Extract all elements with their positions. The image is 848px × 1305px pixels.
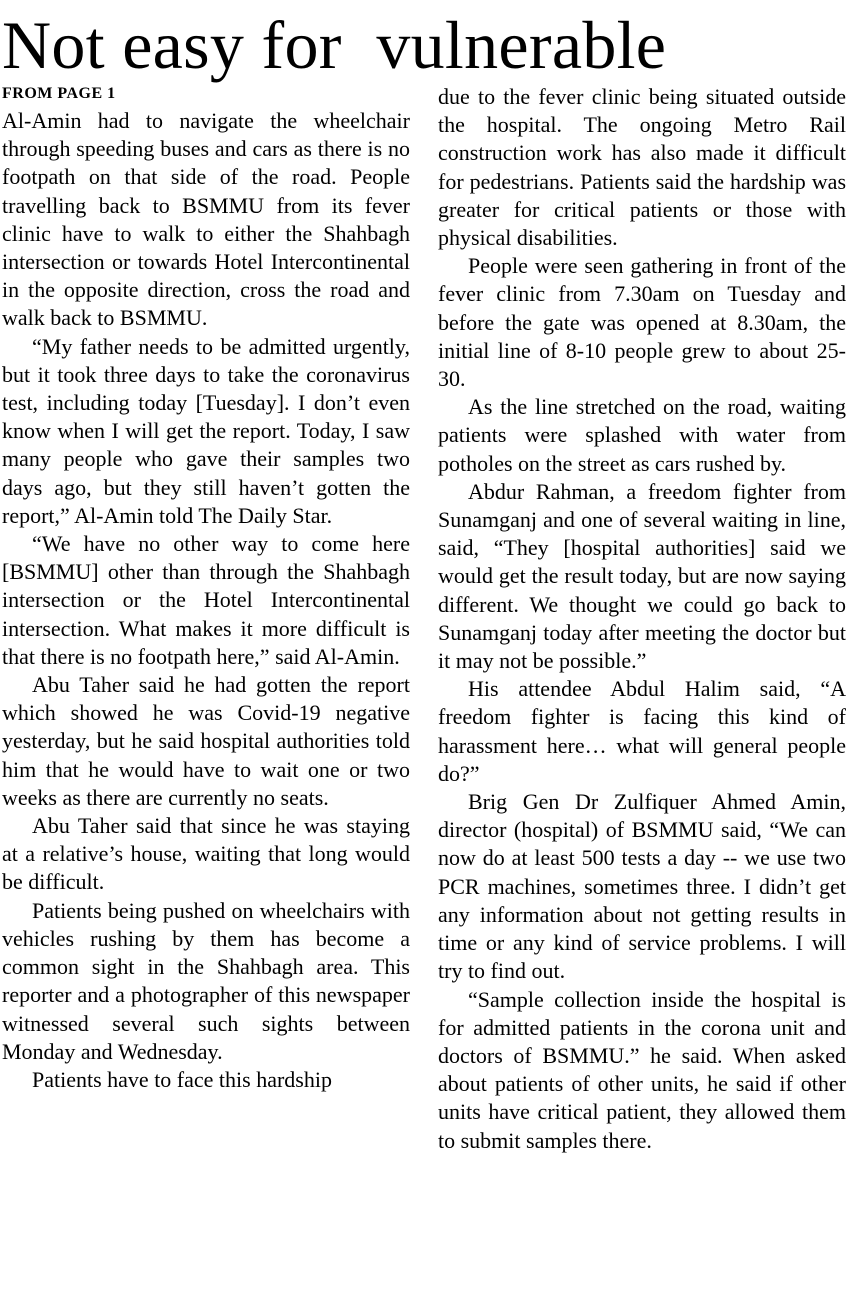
continuation-label: FROM PAGE 1 <box>2 85 116 102</box>
paragraph: due to the fever clinic being situated outside the hospital. The ongoing Metro Rail construction work has also made it difficult for pedestrians. Patients said the hardship was greater for critical patients or those with physical disabilities. <box>438 84 846 251</box>
paragraph: His attendee Abdul Halim said, “A freedom fighter is facing this kind of harassment here… what will general people do?” <box>438 676 846 786</box>
paragraph: People were seen gathering in front of the fever clinic from 7.30am on Tuesday and before the gate was opened at 8.30am, the initial line of 8-10 people grew to about 25-30. <box>438 253 846 392</box>
paragraph: Patients have to face this hardship <box>32 1066 332 1092</box>
article-column-right <box>438 83 846 1155</box>
paragraph: As the line stretched on the road, waiting patients were splashed with water from potholes on the street as cars rushed by. <box>438 394 846 476</box>
paragraph: Abu Taher said that since he was staying at a relative’s house, waiting that long would be difficult. <box>2 813 410 895</box>
headline: Not easy for vulnerable <box>2 7 667 83</box>
paragraph: “Sample collection inside the hospital is for admitted patients in the corona unit and doctors of BSMMU.” he said. When asked about patients of other units, he said if other units have critical patient, they allowed them to submit samples there. <box>438 986 846 1153</box>
paragraph: Al-Amin had to navigate the wheelchair through speeding buses and cars as there is no footpath on that side of the road. People travelling back to BSMMU from its fever clinic have to walk to either the Shahbagh intersection or towards Hotel Intercontinental in the opposite direction, cross the road and walk back to BSMMU. <box>2 108 410 331</box>
paragraph: Abdur Rahman, a freedom fighter from Sunamganj and one of several waiting in line, said, “They [hospital authorities] said we would get the result today, but are now saying different. We thought we could go back to Sunamganj today after meeting the doctor but it may not be possible.” <box>438 478 846 674</box>
paragraph: Abu Taher said he had gotten the report which showed he was Covid-19 negative yesterday, but he said hospital authorities told him that he would have to wait one or two weeks as there are currently no seats. <box>2 672 410 810</box>
article-column-left <box>2 107 410 1094</box>
paragraph: Brig Gen Dr Zulfiquer Ahmed Amin, director (hospital) of BSMMU said, “We can now do at least 500 tests a day -- we use two PCR machines, sometimes three. I didn’t get any information about not getting results in time or any kind of service problems. I will try to find out. <box>438 789 846 984</box>
paragraph: Patients being pushed on wheelchairs with vehicles rushing by them has become a common sight in the Shahbagh area. This reporter and a photographer of this newspaper witnessed several such sights between Monday and Wednesday. <box>2 897 410 1064</box>
paragraph: “My father needs to be admitted urgently, but it took three days to take the coronavirus test, including today [Tuesday]. I don’t even know when I will get the report. Today, I saw many people who gave their samples two days ago, but they still haven’t gotten the report,” Al-Amin told The Daily Star. <box>2 333 410 528</box>
paragraph: “We have no other way to come here [BSMMU] other than through the Shahbagh intersection or the Hotel Intercontinental intersection. What makes it more difficult is that there is no footpath here,” said Al-Amin. <box>2 531 410 669</box>
